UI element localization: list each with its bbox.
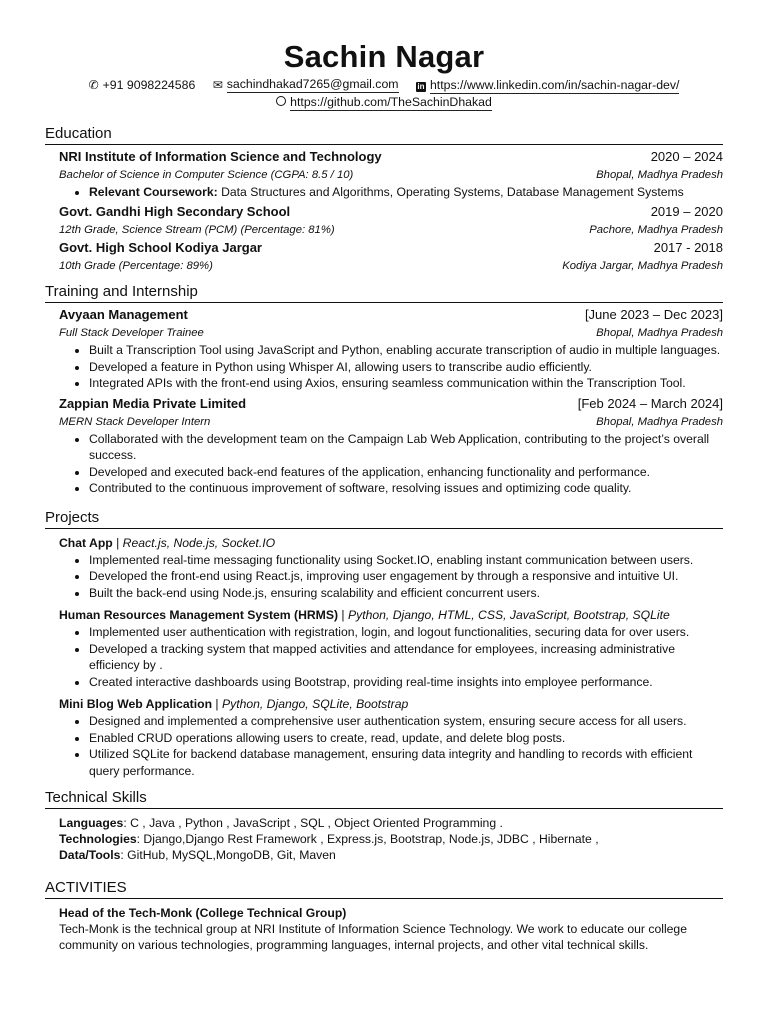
skills-value: : Django,Django Rest Framework , Express.js, Bootstrap, Node.js, JDBC , Hibernate ,: [136, 832, 599, 846]
list-item: • Designed and implemented a comprehensive user authentication system, ensuring secure access for all users.: [89, 713, 723, 730]
skills-value: : C , Java , Python , JavaScript , SQL , Object Oriented Programming .: [123, 816, 503, 830]
education-location: Kodiya Jargar, Madhya Pradesh: [562, 260, 723, 272]
training-role: Full Stack Developer Trainee: [59, 327, 204, 339]
coursework-label: Relevant Coursework:: [89, 184, 218, 199]
education-date: 2020 – 2024: [650, 148, 723, 164]
education-entry: [59, 239, 723, 275]
github-icon: [276, 96, 286, 108]
training-section-title: Training and Internship: [45, 283, 723, 303]
phone-contact: [89, 77, 196, 93]
education-entry: [59, 203, 723, 239]
training-entry: [59, 395, 723, 497]
education-org: NRI Institute of Information Science and Technology: [59, 148, 382, 164]
training-location: Bhopal, Madhya Pradesh: [596, 415, 723, 428]
list-item: • Built the back-end using Node.js, ensuring scalability and efficient concurrent users.: [89, 585, 723, 602]
training-date: [Feb 2024 – March 2024]: [577, 395, 723, 411]
linkedin-contact[interactable]: [416, 77, 679, 94]
phone-icon: ✆: [88, 77, 99, 92]
envelope-icon: ✉: [212, 77, 223, 92]
training-role: MERN Stack Developer Intern: [59, 415, 211, 428]
list-item: • Integrated APIs with the front-end using Axios, ensuring seamless communication within the Transcription Tool.: [89, 375, 723, 392]
list-item: • Developed and executed back-end features of the application, enhancing functionality and performance.: [89, 464, 723, 481]
project-separator: |: [341, 608, 345, 622]
coursework-item: [89, 184, 723, 201]
activity-text: Tech-Monk is the technical group at NRI Institute of Information Science Technology. We work to educate our college community on various technologies, programming languages, internal projects, and other vital technical skills.: [59, 922, 687, 952]
skills-row: [59, 815, 723, 831]
skills-row: [59, 847, 723, 863]
activities-section-title: ACTIVITIES: [45, 879, 723, 899]
training-date: [June 2023 – Dec 2023]: [584, 307, 723, 322]
project-separator: |: [116, 535, 120, 550]
list-item: • Implemented real-time messaging functionality using Socket.IO, enabling instant communication between users.: [89, 552, 723, 569]
project-tech: React.js, Node.js, Socket.IO: [122, 535, 276, 550]
skills-label: Languages: [59, 816, 124, 830]
project-entry: [59, 606, 723, 690]
education-entry: [59, 148, 723, 201]
list-item: • Collaborated with the development team on the Campaign Lab Web Application, contributing to the project’s overall success.: [89, 431, 723, 464]
list-item: • Enabled CRUD operations allowing users to create, read, update, and delete blog posts.: [89, 730, 723, 747]
github-contact[interactable]: [276, 94, 492, 111]
education-date: 2017 - 2018: [653, 240, 723, 255]
list-item: • Implemented user authentication with registration, login, and logout functionalities, securing data for over users.: [89, 624, 723, 641]
list-item: • Contributed to the continuous improvement of software, resolving issues and optimizing code quality.: [89, 480, 723, 497]
project-entry: [59, 695, 723, 779]
list-item: • Developed the front-end using React.js, improving user engagement by through a responsive and intuitive UI.: [89, 568, 723, 585]
education-location: Pachore, Madhya Pradesh: [589, 224, 723, 236]
training-entry: [59, 306, 723, 392]
list-item: • Developed a tracking system that mapped activities and attendance for employees, increasing administrative efficiency by .: [89, 641, 723, 674]
education-degree: 12th Grade, Science Stream (PCM) (Percentage: 81%): [59, 224, 335, 236]
education-org: Govt. Gandhi High Secondary School: [59, 204, 291, 219]
project-name: Chat App: [59, 535, 113, 550]
training-org: Avyaan Management: [59, 307, 188, 322]
candidate-name: Sachin Nagar: [283, 39, 485, 74]
project-name: Human Resources Management System (HRMS): [59, 608, 339, 622]
email-contact[interactable]: [213, 76, 399, 93]
list-item: • Developed a feature in Python using Whisper AI, allowing users to transcribe audio efficiently.: [89, 359, 723, 376]
github-link[interactable]: https://github.com/TheSachinDhakad: [290, 94, 492, 109]
phone-number: +91 9098224586: [102, 77, 196, 92]
education-org: Govt. High School Kodiya Jargar: [59, 240, 262, 255]
email-link[interactable]: sachindhakad7265@gmail.com: [226, 77, 399, 91]
skills-label: Technologies: [59, 832, 137, 846]
contact-line-2: [45, 94, 723, 111]
skills-row: [59, 831, 723, 847]
activity-heading: Head of the Tech-Monk (College Technical Group): [59, 906, 347, 920]
list-item: • Created interactive dashboards using Bootstrap, providing real-time insights into employee performance.: [89, 674, 723, 691]
education-location: Bhopal, Madhya Pradesh: [596, 168, 723, 181]
contact-line-1: [45, 76, 723, 94]
education-section-title: Education: [45, 125, 723, 145]
resume-page: [45, 38, 723, 953]
project-tech: Python, Django, HTML, CSS, JavaScript, Bootstrap, SQLite: [347, 608, 670, 622]
project-separator: |: [215, 697, 219, 711]
skills-block: [59, 815, 723, 863]
projects-section-title: Projects: [45, 509, 723, 529]
list-item: • Built a Transcription Tool using JavaScript and Python, enabling accurate transcription of audio in multiple languages.: [89, 342, 723, 359]
skills-label: Data/Tools: [59, 848, 121, 862]
education-degree: 10th Grade (Percentage: 89%): [59, 260, 213, 272]
education-date: 2019 – 2020: [650, 204, 723, 219]
skills-section-title: Technical Skills: [45, 789, 723, 809]
coursework-text: Data Structures and Algorithms, Operating Systems, Database Management Systems: [221, 184, 684, 199]
linkedin-icon: in: [417, 81, 425, 91]
education-degree: Bachelor of Science in Computer Science (CGPA: 8.5 / 10): [59, 168, 354, 181]
training-location: Bhopal, Madhya Pradesh: [596, 327, 723, 339]
activities-block: [59, 905, 723, 953]
project-entry: [59, 534, 723, 602]
project-name: Mini Blog Web Application: [59, 697, 213, 711]
linkedin-link[interactable]: https://www.linkedin.com/in/sachin-nagar-dev/: [429, 77, 680, 92]
list-item: • Utilized SQLite for backend database management, ensuring data integrity and handling to records with efficient query performance.: [89, 746, 723, 779]
skills-value: : GitHub, MySQL,MongoDB, Git, Maven: [120, 848, 336, 862]
project-tech: Python, Django, SQLite, Bootstrap: [221, 697, 409, 711]
training-org: Zappian Media Private Limited: [59, 395, 247, 411]
